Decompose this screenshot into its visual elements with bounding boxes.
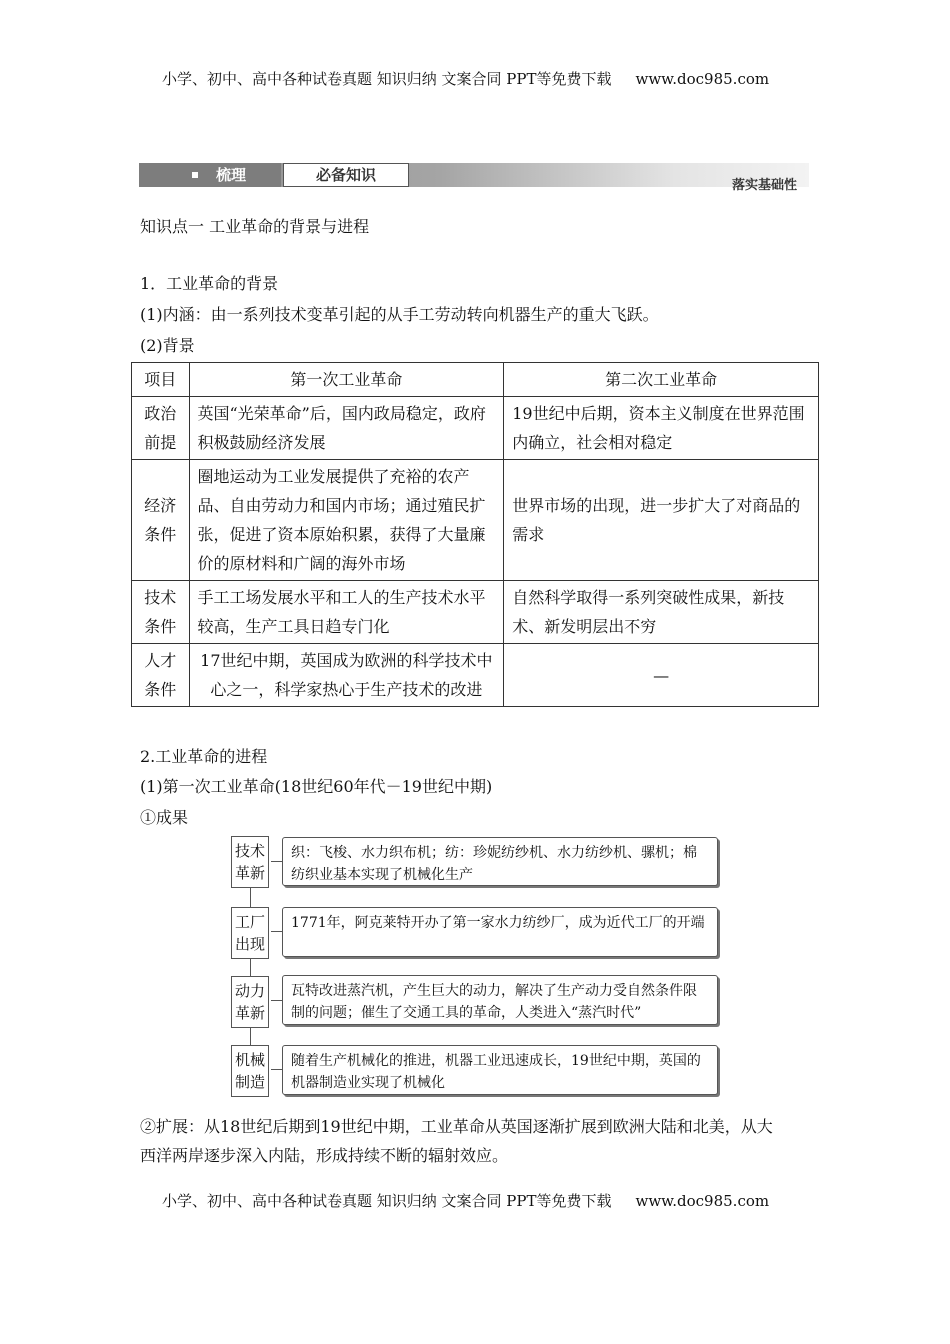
- table-row: [132, 581, 819, 644]
- expansion-line1: ②扩展：从18世纪后期到19世纪中期，工业革命从英国逐渐扩展到欧洲大陆和北美，从大: [140, 1117, 773, 1136]
- table-item-cell: 政治 前提: [132, 397, 190, 460]
- first-revolution-heading: (1)第一次工业革命(18世纪60年代－19世纪中期): [140, 777, 493, 796]
- flow-connector: [271, 931, 282, 932]
- flow-connector: [271, 861, 282, 862]
- page-footer: [162, 1190, 769, 1211]
- table-cell: 手工工场发展水平和工人的生产技术水平较高，生产工具日趋专门化: [189, 581, 504, 644]
- table-item-cell: 技术 条件: [132, 581, 190, 644]
- expansion-line2: 西洋两岸逐步深入内陆，形成持续不断的辐射效应。: [140, 1146, 509, 1165]
- table-header-row: [132, 363, 819, 397]
- part1-background-label: (2)背景: [140, 336, 195, 355]
- results-label: ①成果: [140, 808, 189, 827]
- banner-left-label: 梳理: [216, 166, 247, 184]
- table-header-cell: 第一次工业革命: [189, 363, 504, 397]
- table-header-cell: 项目: [132, 363, 190, 397]
- table-row: [132, 397, 819, 460]
- flow-connector: [271, 1000, 282, 1001]
- flow-label: 工厂 出现: [231, 907, 269, 959]
- flow-connector: [271, 1069, 282, 1070]
- flow-label: 动力 革新: [231, 976, 269, 1028]
- table-cell: 英国“光荣革命”后，国内政局稳定，政府积极鼓励经济发展: [189, 397, 504, 460]
- footer-site-link[interactable]: www.doc985.com: [635, 1192, 770, 1210]
- table-item-cell: 经济 条件: [132, 460, 190, 581]
- table-row: [132, 460, 819, 581]
- table-cell: 19世纪中后期，资本主义制度在世界范围内确立，社会相对稳定: [504, 397, 819, 460]
- header-text: 小学、初中、高中各种试卷真题 知识归纳 文案合同 PPT等免费下载: [162, 70, 612, 88]
- section-title: 知识点一 工业革命的背景与进程: [140, 217, 370, 236]
- background-table: [131, 362, 819, 707]
- flow-label: 机械 制造: [231, 1045, 269, 1097]
- flow-box: 随着生产机械化的推进，机器工业迅速成长，19世纪中期，英国的机器制造业实现了机械化: [282, 1045, 718, 1095]
- part1-heading: 1．工业革命的背景: [140, 274, 279, 293]
- header-site-link[interactable]: www.doc985.com: [635, 70, 770, 88]
- square-bullet-icon: [192, 172, 198, 178]
- table-row: [132, 644, 819, 707]
- flow-label: 技术 革新: [231, 836, 269, 888]
- results-flow-diagram: [228, 833, 723, 1099]
- banner-center-label: 必备知识: [283, 163, 409, 187]
- part2-heading: 2.工业革命的进程: [140, 747, 268, 766]
- part1-meaning: (1)内涵：由一系列技术变革引起的从手工劳动转向机器生产的重大飞跃。: [140, 305, 659, 324]
- flow-box: 织：飞梭、水力织布机；纺：珍妮纺纱机、水力纺纱机、骡机；棉纺织业基本实现了机械化生产: [282, 837, 718, 886]
- table-cell: —: [504, 644, 819, 707]
- flow-box: 瓦特改进蒸汽机，产生巨大的动力，解决了生产动力受自然条件限制的问题；催生了交通工具的革命，人类进入“蒸汽时代”: [282, 975, 718, 1025]
- table-cell: 世界市场的出现，进一步扩大了对商品的需求: [504, 460, 819, 581]
- table-cell: 自然科学取得一系列突破性成果，新技术、新发明层出不穷: [504, 581, 819, 644]
- banner-dark-tab: [139, 163, 281, 187]
- page-header: [162, 68, 769, 89]
- section-banner: [139, 160, 809, 193]
- table-header-cell: 第二次工业革命: [504, 363, 819, 397]
- table-cell: 圈地运动为工业发展提供了充裕的农产品、自由劳动力和国内市场；通过殖民扩张，促进了资本原始积累，获得了大量廉价的原材料和广阔的海外市场: [189, 460, 504, 581]
- table-item-cell: 人才 条件: [132, 644, 190, 707]
- footer-text: 小学、初中、高中各种试卷真题 知识归纳 文案合同 PPT等免费下载: [162, 1192, 612, 1210]
- table-cell: 17世纪中期，英国成为欧洲的科学技术中心之一，科学家热心于生产技术的改进: [189, 644, 504, 707]
- banner-right-label: 落实基础性: [731, 178, 797, 193]
- flow-box: 1771年，阿克莱特开办了第一家水力纺纱厂，成为近代工厂的开端: [282, 907, 718, 957]
